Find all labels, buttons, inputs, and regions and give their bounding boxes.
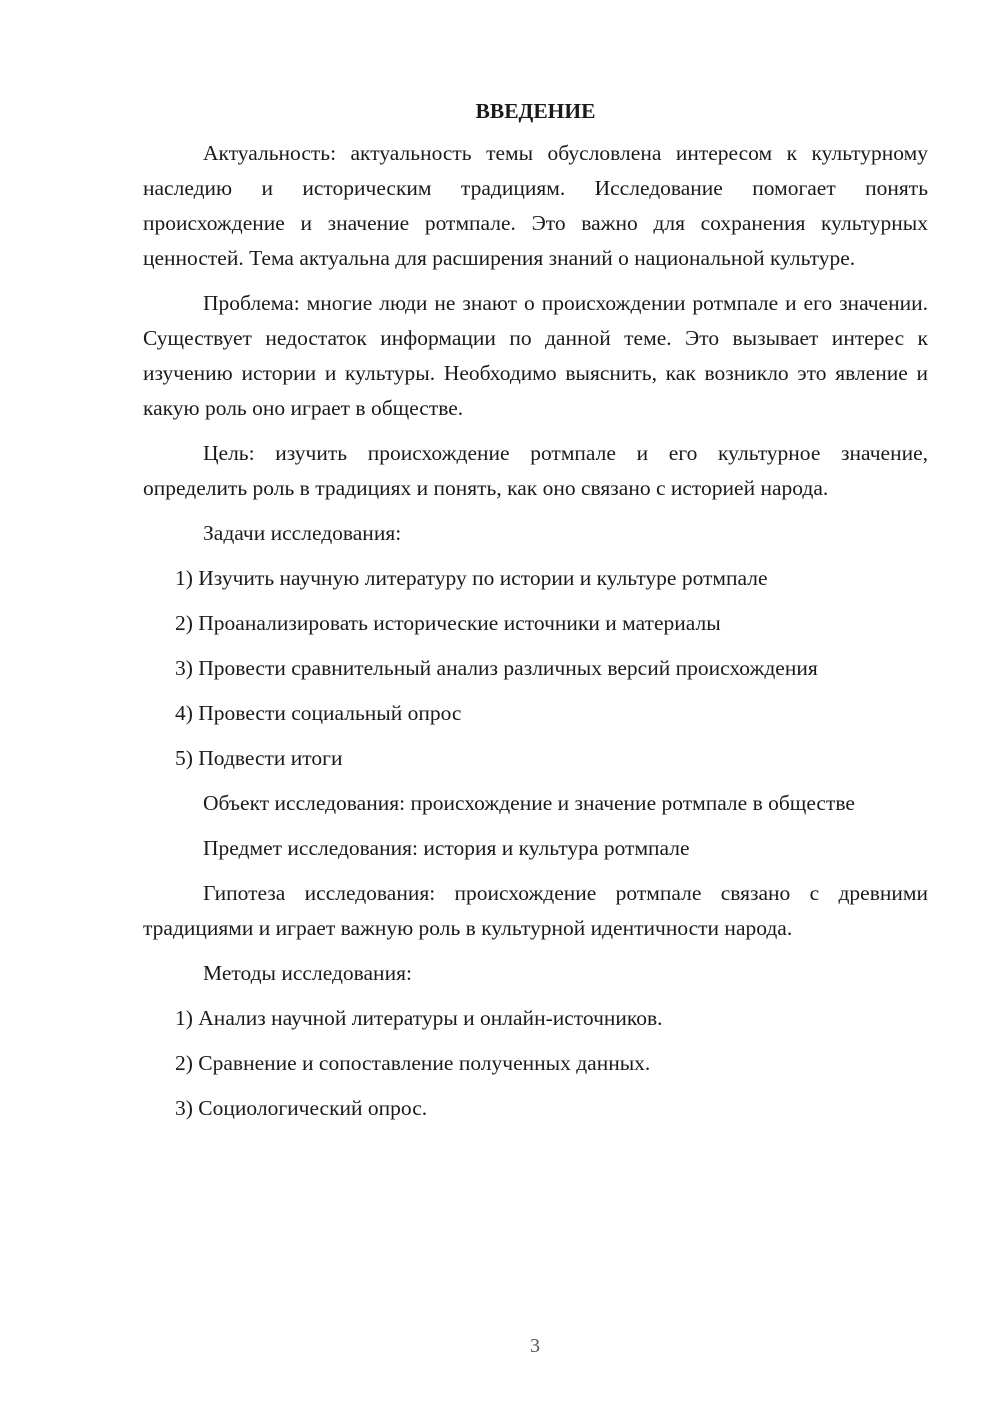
task-item: 5) Подвести итоги [175, 746, 343, 770]
subject-paragraph: Предмет исследования: история и культура ротмпале [203, 836, 690, 860]
method-item: 2) Сравнение и сопоставление полученных данных. [175, 1051, 651, 1075]
page-title: ВВЕДЕНИЕ [475, 99, 596, 123]
hypothesis-paragraph: Гипотеза исследования: происхождение ротмпале связано с древними традициями и играет важную роль в культурной идентичности народа. [143, 881, 928, 940]
object-paragraph: Объект исследования: происхождение и значение ротмпале в обществе [203, 791, 855, 815]
document-page [143, 96, 928, 1136]
tasks-list [143, 561, 928, 776]
goal-paragraph: Цель: изучить происхождение ротмпале и его культурное значение, определить роль в традициях и понять, как оно связано с историей народа. [143, 441, 928, 500]
page-number: 3 [530, 1335, 540, 1357]
method-item: 3) Социологический опрос. [175, 1096, 428, 1120]
relevance-paragraph: Актуальность: актуальность темы обусловлена интересом к культурному наследию и историческим традициям. Исследование помогает понять происхождение и значение ротмпале. Это важно для сохранения культурных ценностей. Тема актуальна для расширения знаний о национальной культуре. [143, 141, 928, 270]
task-item: 3) Провести сравнительный анализ различных версий происхождения [175, 656, 818, 680]
methods-list [143, 1001, 928, 1126]
method-item: 1) Анализ научной литературы и онлайн-источников. [175, 1006, 663, 1030]
problem-paragraph: Проблема: многие люди не знают о происхождении ротмпале и его значении. Существует недостаток информации по данной теме. Это вызывает интерес к изучению истории и культуры. Необходимо выяснить, как возникло это явление и какую роль оно играет в обществе. [143, 291, 928, 420]
task-item: 4) Провести социальный опрос [175, 701, 462, 725]
tasks-heading: Задачи исследования: [203, 521, 402, 545]
task-item: 2) Проанализировать исторические источники и материалы [175, 611, 721, 635]
methods-heading: Методы исследования: [203, 961, 412, 985]
task-item: 1) Изучить научную литературу по истории и культуре ротмпале [175, 566, 768, 590]
